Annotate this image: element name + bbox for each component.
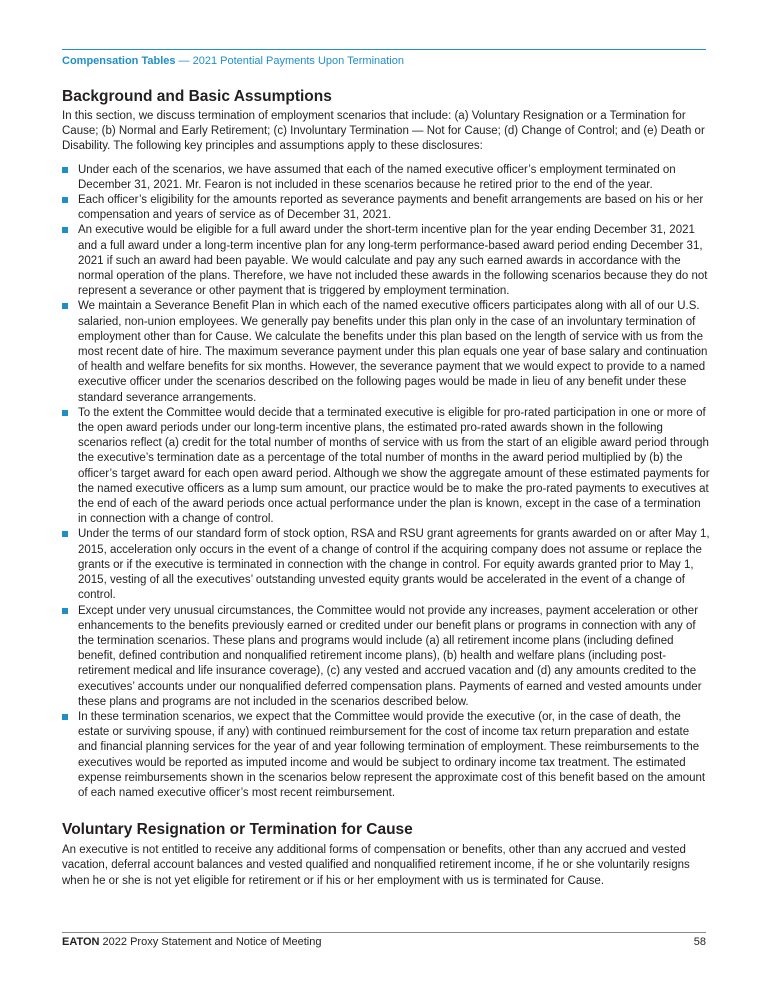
list-item xyxy=(62,223,710,299)
list-item-text: In these termination scenarios, we expect that the Committee would provide the executive (or, in the case of death, the estate or surviving spouse, if any) with continued reimbursement for the cost of income tax return preparation and estate and financial planning services for the year of and year following termination of employment. These reimbursements to the executives would be reported as imputed income and would be subject to ordinary income tax treatment. The estimated expense reimbursements shown in the scenarios below represent the approximate cost of this benefit based on the amount of each named executive officer’s most recent reimbursement. xyxy=(78,710,706,799)
background-intro: In this section, we discuss termination of employment scenarios that include: (a) Voluntary Resignation or a Termination for Cause; (b) Normal and Early Retirement; (c) Involuntary Termination — Not for Cause; (d) Change of Control; and (e) Death or Disability. The following key principles and assumptions apply to these disclosures: xyxy=(62,110,705,153)
page-number: 58 xyxy=(693,936,706,948)
list-item-text: Each officer’s eligibility for the amounts reported as severance payments and benefit arrangements are based on his or her compensation and years of service as of December 31, 2021. xyxy=(78,194,704,222)
list-item-text: Under each of the scenarios, we have assumed that each of the named executive officer’s employment terminated on December 31, 2021. Mr. Fearon is not included in these scenarios because he retired prior to the end of the year. xyxy=(78,163,676,191)
bullet-square-icon xyxy=(62,531,68,537)
header-separator: — xyxy=(175,55,193,67)
header-rule xyxy=(62,49,706,50)
list-item-text: An executive would be eligible for a full award under the short-term incentive plan for the year ending December 31, 2021 and a full award under a long-term incentive plan for any long-term performance-based award period ending December 31, 2021 if such an award had been payable. We would calculate and pay any such earned awards in accordance with the normal operation of the plans. Therefore, we have not included these awards in the following scenarios because they do not represent a severance or other payment that is triggered by employment termination. xyxy=(78,224,708,298)
bullet-square-icon xyxy=(62,167,68,173)
footer-doc-title: 2022 Proxy Statement and Notice of Meeting xyxy=(99,936,322,948)
header-subsection: 2021 Potential Payments Upon Termination xyxy=(192,55,404,67)
bullet-square-icon xyxy=(62,714,68,720)
list-item xyxy=(62,163,710,193)
list-item-text: We maintain a Severance Benefit Plan in which each of the named executive officers participates along with all of our U.S. salaried, non-union employees. We generally pay benefits under this plan only in the case of an involuntary termination of employment other than for Cause. We calculate the benefits under this plan based on the length of service with us from the most recent date of hire. The maximum severance payment under this plan equals one year of base salary and continuation of health and welfare benefits for six months. However, the severance payment that we would expect to provide to a named executive officer under the scenarios described on the following pages would be made in lieu of any benefit under these standard severance arrangements. xyxy=(78,300,708,404)
voluntary-body: An executive is not entitled to receive any additional forms of compensation or benefits, other than any accrued and vested vacation, deferral account balances and vested qualified and nonqualified retirement income, if he or she voluntarily resigns when he or she is not yet eligible for retirement or if his or her employment with us is terminated for Cause. xyxy=(62,844,690,887)
list-item xyxy=(62,406,710,528)
list-item-text: Except under very unusual circumstances, the Committee would not provide any increases, payment acceleration or other enhancements to the benefits previously earned or credited under our benefit plans or programs in connection with any of the termination scenarios. These plans and programs would include (a) all retirement income plans (including defined benefit, defined contribution and nonqualified retirement income plans), (b) health and welfare plans (including post-retirement medical and life insurance coverage), (c) any vested and accrued vacation and (d) any amounts credited to the executives’ accounts under our nonqualified deferred compensation plans. Payments of earned and vested amounts under these plans and programs are not included in the scenarios described below. xyxy=(78,604,702,708)
footer-rule xyxy=(62,932,706,933)
main-content xyxy=(62,87,710,889)
footer-brand: EATON xyxy=(62,936,100,948)
assumptions-list xyxy=(62,163,710,802)
bullet-square-icon xyxy=(62,197,68,203)
list-item xyxy=(62,527,710,603)
list-item xyxy=(62,604,710,710)
running-header xyxy=(62,55,404,67)
list-item-text: To the extent the Committee would decide that a terminated executive is eligible for pro-rated participation in one or more of the open award periods under our long-term incentive plans, the estimated pro-rated awards shown in the following scenarios reflect (a) credit for the total number of months of service with us from the start of an eligible award period through the executive’s termination date as a percentage of the total number of months in the award period multiplied by (b) the officer’s target award for each open award period. Although we show the aggregate amount of these estimated payments for the named executive officers as a lump sum amount, our practice would be to make the pro-rated payments to executives at the end of each of the award periods once actual performance under the plan is known, except in the case of a termination in connection with a change of control. xyxy=(78,406,710,526)
background-heading: Background and Basic Assumptions xyxy=(62,88,332,105)
list-item-text: Under the terms of our standard form of stock option, RSA and RSU grant agreements for grants awarded on or after May 1, 2015, acceleration only occurs in the event of a change of control if the acquiring company does not assume or replace the grants or if the executive is terminated in connection with the change in control. For equity awards granted prior to May 1, 2015, vesting of all the executives’ outstanding unvested equity grants would be accelerated in the event of a change of control. xyxy=(78,528,710,602)
header-section: Compensation Tables xyxy=(62,55,176,67)
voluntary-heading: Voluntary Resignation or Termination for Cause xyxy=(62,821,413,839)
bullet-square-icon xyxy=(62,608,68,614)
list-item xyxy=(62,299,710,405)
bullet-square-icon xyxy=(62,410,68,416)
footer-title xyxy=(62,936,321,948)
list-item xyxy=(62,193,710,223)
bullet-square-icon xyxy=(62,303,68,309)
list-item xyxy=(62,710,710,801)
bullet-square-icon xyxy=(62,227,68,233)
